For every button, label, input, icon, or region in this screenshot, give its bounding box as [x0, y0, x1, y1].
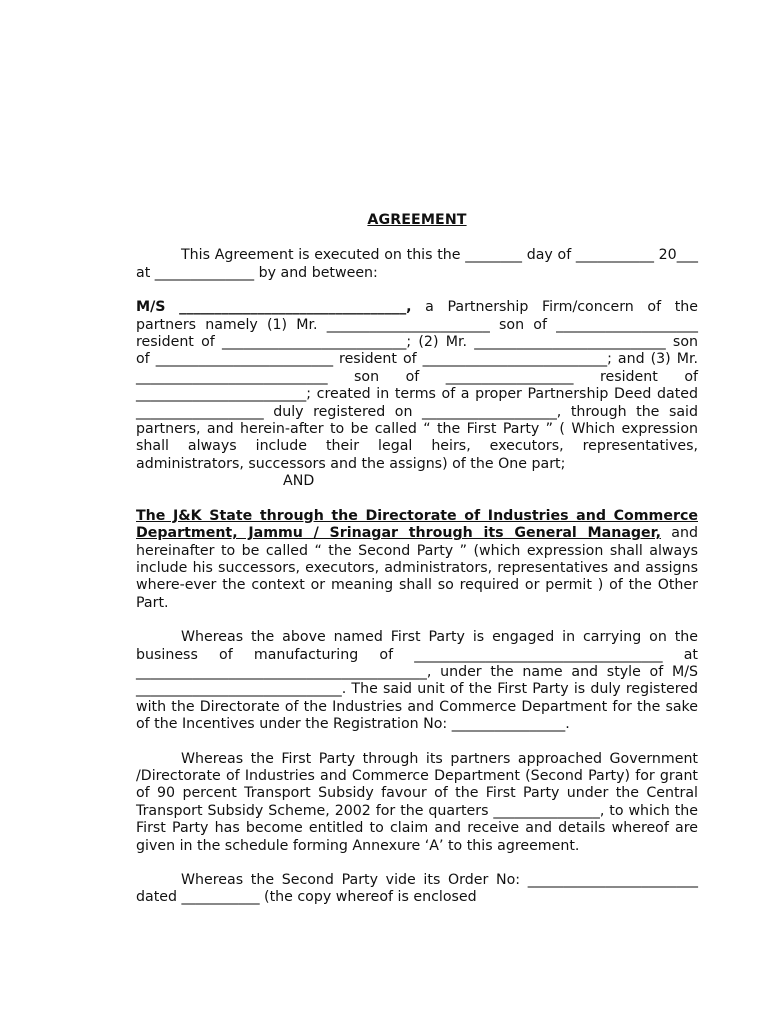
whereas-subsidy-paragraph: Whereas the First Party through its partners approached Government /Directorate of Industries and Commerce Department (Second Party) for grant of 90 percent Transport Subsidy favour of the First Party under the Central Transport Subsidy Scheme, 2002 for the quarters _______________, to which the First Party has become entitled to claim and receive and details whereof are given in the schedule forming Annexure ‘A’ to this agreement. — [136, 750, 698, 854]
firm-label: M/S — [136, 299, 166, 316]
whereas-order-paragraph: Whereas the Second Party vide its Order No: ________________________ dated ___________ (the copy whereof is enclosed — [136, 872, 698, 906]
second-party-name: The J&K State through the Directorate of Industries and Commerce Department, Jammu / Srinagar through its General Manager, — [136, 507, 698, 542]
first-party-paragraph — [136, 299, 698, 473]
whereas-business-paragraph: Whereas the above named First Party is engaged in carrying on the business of manufacturing of ___________________________________ at _________________________________________, under the name and style of M/S _____________________________. The said unit of the First Party is duly registered with the Directorate of the Industries and Commerce Department for the sake of the Incentives under the Registration No: ________________. — [136, 629, 698, 733]
and-separator: AND — [283, 473, 315, 490]
agreement-document — [136, 212, 698, 907]
first-party-text: a Partnership Firm/concern of the partners namely (1) Mr. _______________________ son of ____________________ resident of __________________________; (2) Mr. ___________________________ son of _________________________ resident of __________________________; and (3) Mr. ___________________________ son of __________________ resident of ________________________; created in terms of a proper Partnership Deed dated __________________ duly registered on ___________________, through the said partners, and herein-after to be called “ the First Party ” ( Which expression shall always include their legal heirs, executors, representatives, administrators, successors and the assigns) of the One part; — [136, 299, 698, 472]
page-title: AGREEMENT — [367, 212, 467, 228]
execution-paragraph: This Agreement is executed on this the ________ day of ___________ 20___ at ______________ by and between: — [136, 247, 698, 281]
firm-name-blank: ________________________________, — [179, 299, 412, 316]
second-party-paragraph — [136, 508, 698, 612]
second-party-text: and hereinafter to be called “ the Second Party ” (which expression shall always include his successors, executors, administrators, representatives and assigns where-ever the context or meaning shall so required or permit ) of the Other Part. — [136, 525, 699, 611]
